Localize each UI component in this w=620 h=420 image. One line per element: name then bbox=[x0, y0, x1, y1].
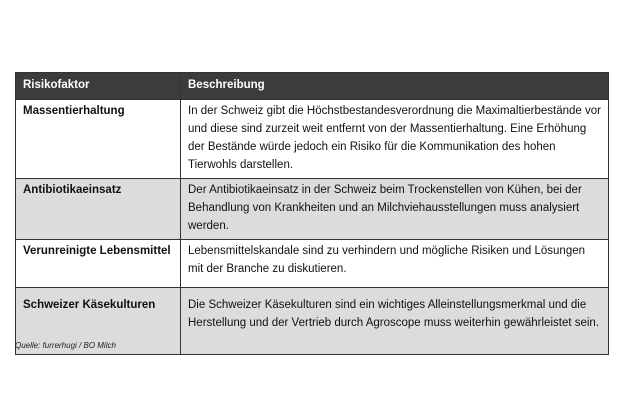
table-row bbox=[16, 100, 609, 179]
table-row bbox=[16, 179, 609, 240]
header-description: Beschreibung bbox=[181, 73, 609, 100]
risk-factor-cell: Antibiotikaeinsatz bbox=[16, 179, 181, 240]
description-cell: Die Schweizer Käsekulturen sind ein wichtiges Alleinstellungsmerkmal und die Herstellung und der Vertrieb durch Agroscope muss weiterhin gewährleistet sein. bbox=[181, 288, 609, 355]
risk-factor-cell: Verunreinigte Lebensmittel bbox=[16, 240, 181, 288]
header-risk-factor: Risikofaktor bbox=[16, 73, 181, 100]
description-cell: Der Antibiotikaeinsatz in der Schweiz beim Trockenstellen von Kühen, bei der Behandlung von Krankheiten und an Milchviehausstellungen muss analysiert werden. bbox=[181, 179, 609, 240]
description-cell: In der Schweiz gibt die Höchstbestandesverordnung die Maximaltierbestände vor und diese sind zurzeit weit entfernt von der Massentierhaltung. Eine Erhöhung der Bestände würde jedoch ein Risiko für die Kommunikation des hohen Tierwohls darstellen. bbox=[181, 100, 609, 179]
risk-factor-cell: Schweizer Käsekulturen bbox=[16, 288, 181, 355]
risk-table-container bbox=[15, 72, 608, 355]
risk-factor-table bbox=[15, 72, 609, 355]
table-header-row bbox=[16, 73, 609, 100]
source-caption: Quelle: furrerhugi / BO Milch bbox=[15, 341, 116, 350]
table-row bbox=[16, 240, 609, 288]
description-cell: Lebensmittelskandale sind zu verhindern und mögliche Risiken und Lösungen mit der Branche zu diskutieren. bbox=[181, 240, 609, 288]
risk-factor-cell: Massentierhaltung bbox=[16, 100, 181, 179]
